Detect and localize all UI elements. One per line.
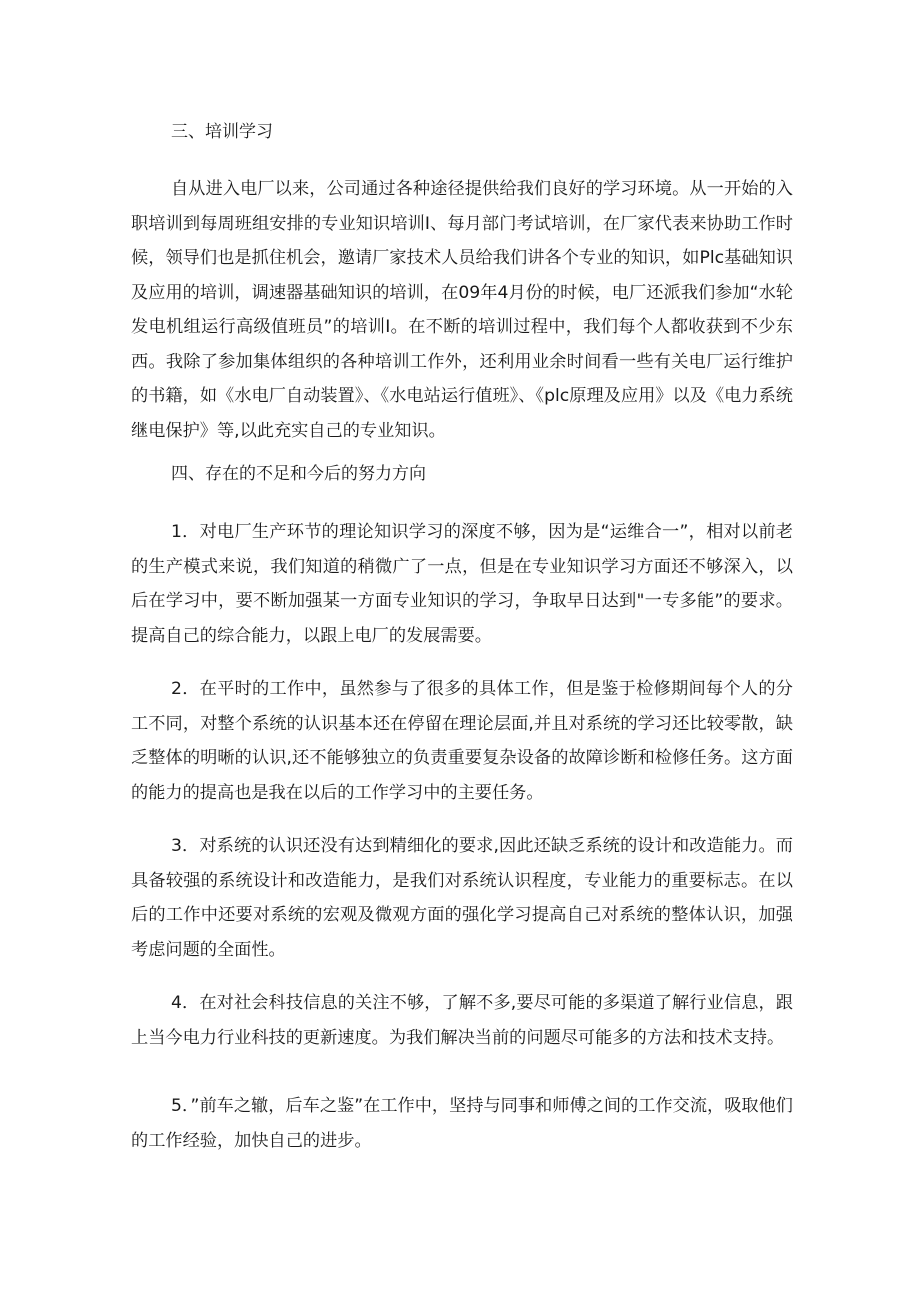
shortcoming-item-1: 1．对电厂生产环节的理论知识学习的深度不够，因为是“运维合一”，相对以前老的生产模式来说，我们知道的稍微广了一点，但是在专业知识学习方面还不够深入，以后在学习中，要不断加强某一方面专业知识的学习，争取早日达到"一专多能”的要求。提高自己的综合能力，以跟上电厂的发展需要。 (131, 522, 793, 646)
section-heading-training: 三、培训学习 (171, 122, 273, 142)
shortcoming-item-2: 2．在平时的工作中，虽然参与了很多的具体工作，但是鉴于检修期间每个人的分工不同，对整个系统的认识基本还在停留在理论层面,并且对系统的学习还比较零散，缺乏整体的明晰的认识,还不能够独立的负责重要复杂设备的故障诊断和检修任务。这方面的能力的提高也是我在以后的工作学习中的主要任务。 (131, 679, 793, 803)
shortcoming-item-4: 4．在对社会科技信息的关注不够，了解不多,要尽可能的多渠道了解行业信息，跟上当今电力行业科技的更新速度。为我们解决当前的问题尽可能多的方法和技术支持。 (131, 993, 793, 1048)
shortcoming-item-3: 3．对系统的认识还没有达到精细化的要求,因此还缺乏系统的设计和改造能力。而具备较强的系统设计和改造能力，是我们对系统认识程度，专业能力的重要标志。在以后的工作中还要对系统的宏观及微观方面的强化学习提高自己对系统的整体认识，加强考虑问题的全面性。 (131, 836, 793, 960)
section-heading-shortcomings: 四、存在的不足和今后的努力方向 (171, 464, 426, 484)
shortcoming-item-5: 5．”前车之辙，后车之鉴”在工作中，坚持与同事和师傅之间的工作交流，吸取他们的工作经验，加快自己的进步。 (131, 1096, 793, 1151)
training-paragraph: 自从进入电厂以来，公司通过各种途径提供给我们良好的学习环境。从一开始的入职培训到每周班组安排的专业知识培训I、每月部门考试培训，在厂家代表来协助工作时候，领导们也是抓住机会，邀请厂家技术人员给我们讲各个专业的知识，如Plc基础知识及应用的培训，调速器基础知识的培训，在09年4月份的时候，电厂还派我们参加“水轮发电机组运行高级值班员”的培训I。在不断的培训过程中，我们每个人都收获到不少东西。我除了参加集体组织的各种培训工作外，还利用业余时间看一些有关电厂运行维护的书籍，如《水电厂自动装置》、《水电站运行值班》、《plc原理及应用》以及《电力系统继电保护》等,以此充实自己的专业知识。 (131, 179, 793, 441)
